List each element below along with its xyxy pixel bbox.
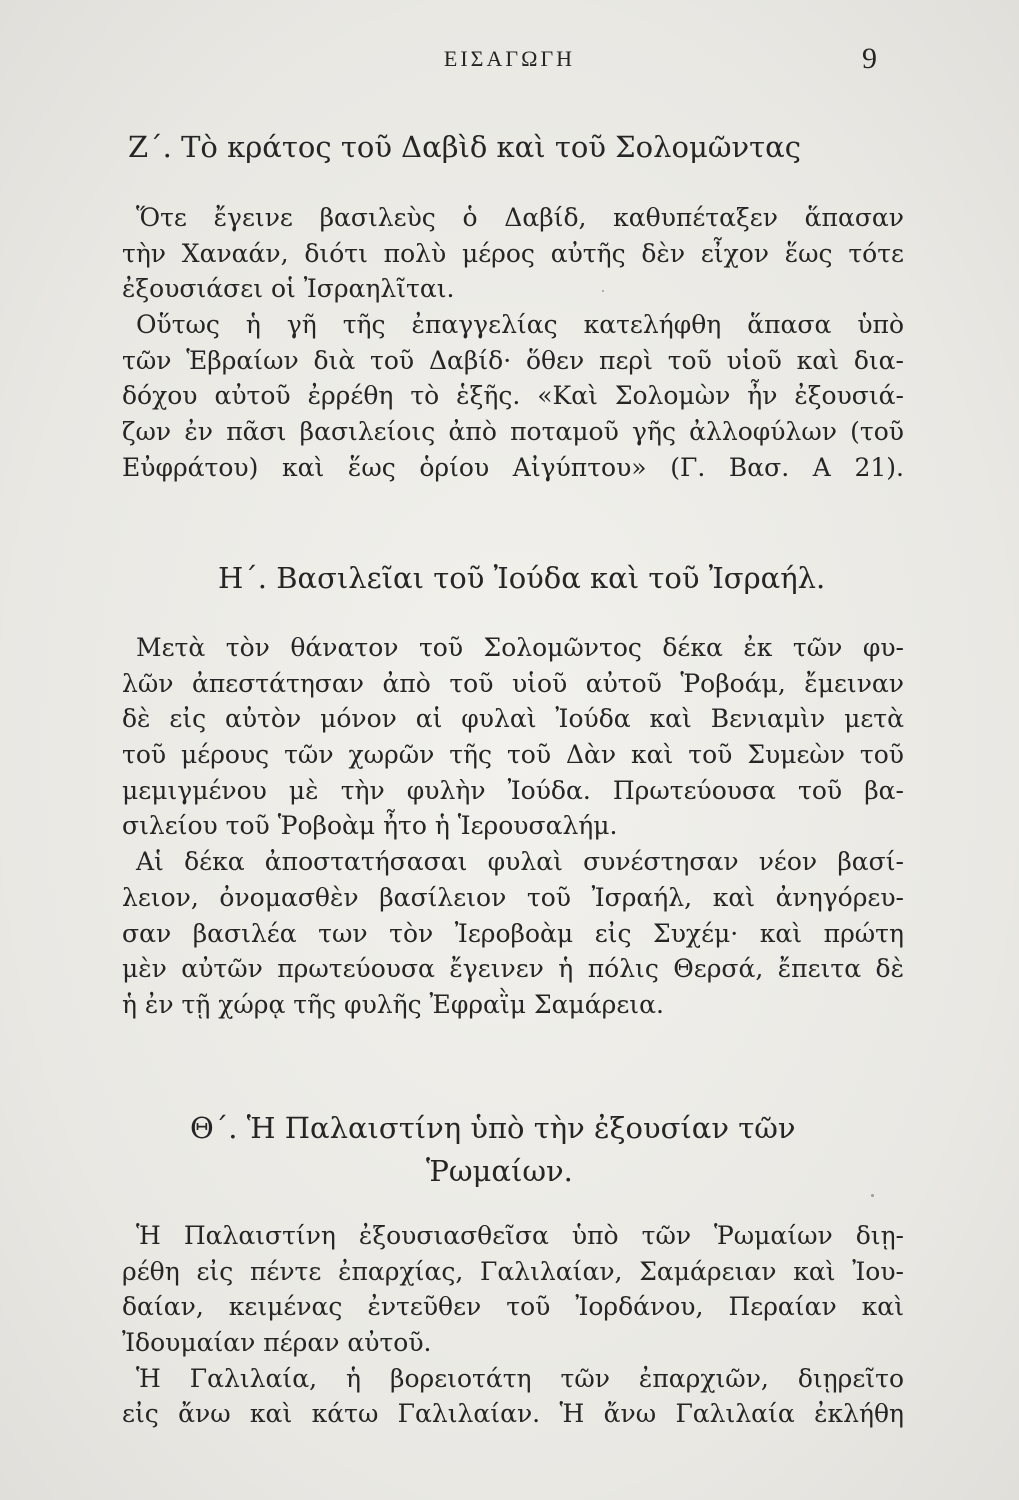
text-line: ἐξουσιάσει οἱ Ἰσραηλῖται.	[122, 274, 455, 304]
text-line: Εὐφράτου) καὶ ἕως ὁρίου Αἰγύπτου» (Γ. Βασ. Α 21).	[122, 452, 904, 482]
running-title: ΕΙΣΑΓΩΓΗ	[443, 46, 576, 71]
section-heading-theta-continuation: Ῥωμαίων.	[426, 1154, 573, 1188]
text-line: Αἱ δέκα ἀποστατήσασαι φυλαὶ συνέστησαν νέον βασί-	[136, 847, 904, 877]
section-h-body	[122, 630, 904, 1023]
text-line: Οὕτως ἡ γῆ τῆς ἐπαγγελίας κατελήφθη ἅπασα ὑπὸ	[136, 310, 904, 340]
text-line: λῶν ἀπεστάτησαν ἀπὸ τοῦ υἱοῦ αὐτοῦ Ῥοβοάμ, ἔμειναν	[122, 668, 904, 698]
section-heading-z: Ζ΄. Τὸ κράτος τοῦ Δαβὶδ καὶ τοῦ Σολομῶντας	[128, 130, 801, 164]
text-line: ζων ἐν πᾶσι βασιλείοις ἀπὸ ποταμοῦ γῆς ἀλλοφύλων (τοῦ	[122, 417, 904, 447]
text-line: τῶν Ἑβραίων διὰ τοῦ Δαβίδ· ὅθεν περὶ τοῦ υἱοῦ καὶ δια-	[122, 345, 904, 375]
paper-speck	[871, 1194, 874, 1197]
section-z-body	[122, 200, 904, 486]
page-number: 9	[862, 42, 877, 75]
paper-speck	[602, 290, 604, 292]
section-heading-theta: Θ΄. Ἡ Παλαιστίνη ὑπὸ τὴν ἐξουσίαν τῶν	[190, 1111, 796, 1145]
text-line: Ἰδουμαίαν πέραν αὐτοῦ.	[122, 1328, 432, 1358]
section-heading-h: Η΄. Βασιλεῖαι τοῦ Ἰούδα καὶ τοῦ Ἰσραήλ.	[218, 561, 826, 595]
text-line: Ἡ Γαλιλαία, ἡ βορειοτάτη τῶν ἐπαρχιῶν, διῃρεῖτο	[136, 1363, 904, 1393]
text-line: εἰς ἄνω καὶ κάτω Γαλιλαίαν. Ἡ ἄνω Γαλιλαία ἐκλήθη	[122, 1399, 904, 1429]
text-line: Ἡ Παλαιστίνη ἐξουσιασθεῖσα ὑπὸ τῶν Ῥωμαίων διῃ-	[136, 1221, 904, 1250]
text-line: ἡ ἐν τῇ χώρᾳ τῆς φυλῆς Ἐφραῒμ Σαμάρεια.	[122, 989, 664, 1019]
text-line: Μετὰ τὸν θάνατον τοῦ Σολομῶντος δέκα ἐκ τῶν φυ-	[136, 633, 904, 662]
text-line: σιλείου τοῦ Ῥοβοὰμ ἦτο ἡ Ἱερουσαλήμ.	[122, 811, 618, 841]
text-line: τὴν Χαναάν, διότι πολὺ μέρος αὐτῆς δὲν εἶχον ἕως τότε	[122, 238, 904, 268]
text-line: λειον, ὀνομασθὲν βασίλειον τοῦ Ἰσραήλ, καὶ ἀνηγόρευ-	[122, 882, 904, 912]
text-line: σαν βασιλέα των τὸν Ἰεροβοὰμ εἰς Συχέμ· καὶ πρώτη	[122, 918, 904, 948]
text-line: δόχου αὐτοῦ ἐρρέθη τὸ ἑξῆς. «Καὶ Σολομὼν ἦν ἐξουσιά-	[122, 381, 904, 411]
text-line: μεμιγμένου μὲ τὴν φυλὴν Ἰούδα. Πρωτεύουσα τοῦ βα-	[122, 775, 904, 805]
section-theta-body	[122, 1218, 904, 1432]
text-line: Ὅτε ἔγεινε βασιλεὺς ὁ Δαβίδ, καθυπέταξεν ἅπασαν	[136, 203, 904, 232]
text-line: ρέθη εἰς πέντε ἐπαρχίας, Γαλιλαίαν, Σαμάρειαν καὶ Ἰου-	[122, 1256, 904, 1286]
text-line: δὲ εἰς αὐτὸν μόνον αἱ φυλαὶ Ἰούδα καὶ Βενιαμὶν μετὰ	[122, 704, 904, 734]
page-header	[0, 42, 1019, 86]
text-line: δαίαν, κειμένας ἐντεῦθεν τοῦ Ἰορδάνου, Περαίαν καὶ	[122, 1292, 904, 1322]
text-line: τοῦ μέρους τῶν χωρῶν τῆς τοῦ Δὰν καὶ τοῦ Συμεὼν τοῦ	[122, 740, 904, 770]
text-line: μὲν αὐτῶν πρωτεύουσα ἔγεινεν ἡ πόλις Θερσά, ἔπειτα δὲ	[122, 954, 904, 984]
